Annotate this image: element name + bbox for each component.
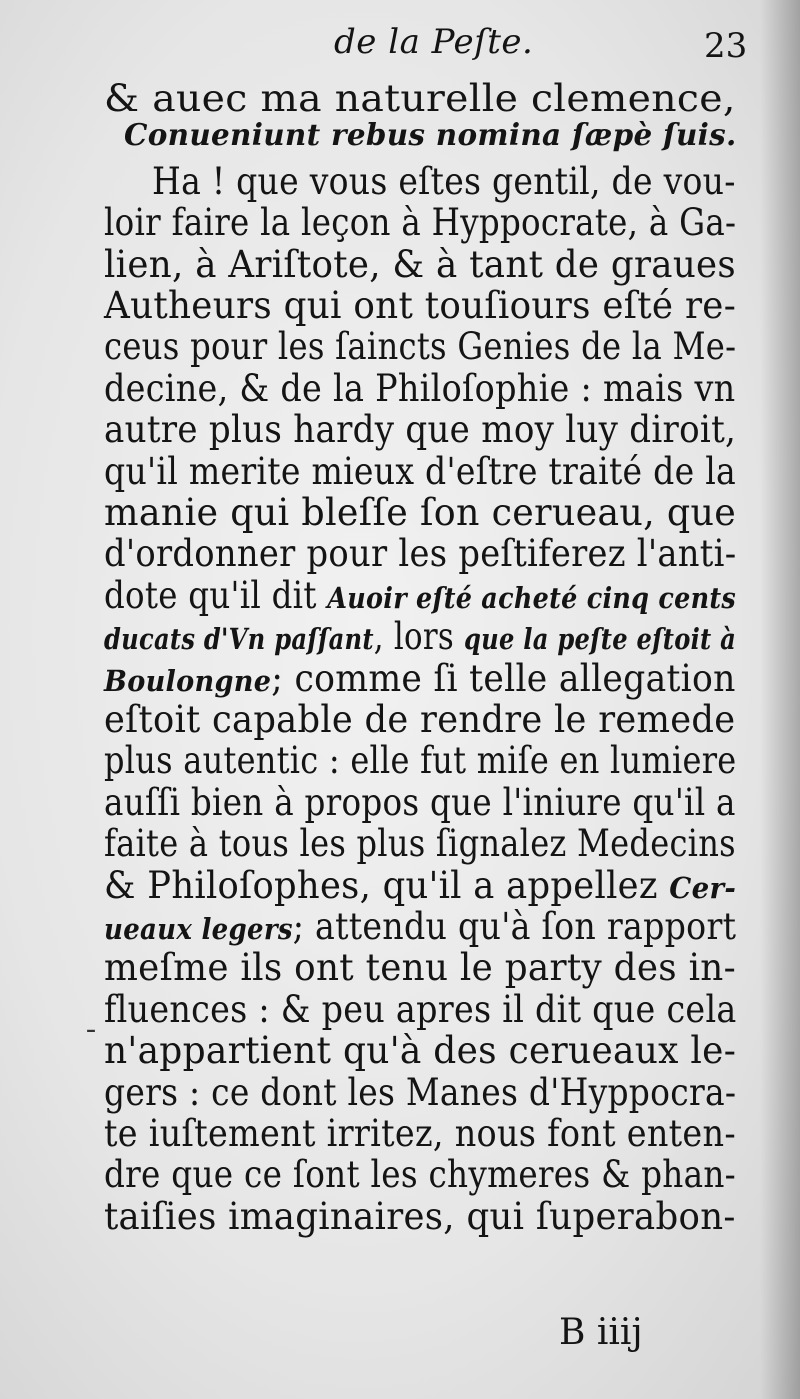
text-line	[104, 987, 737, 1031]
italic-span: ueaux legers	[104, 912, 293, 946]
text-line	[104, 822, 736, 866]
text-line	[104, 573, 736, 617]
roman-span: n'appartient qu'à des cerueaux le-	[104, 1029, 737, 1073]
roman-span: taiſies imaginaires, qui ſuperabon-	[104, 1194, 736, 1238]
roman-span: ceus pour les ſaincts Genies de la Me-	[104, 325, 737, 369]
roman-span: loir faire la leçon à Hyppocrate, à Ga-	[104, 201, 737, 245]
text-line	[104, 77, 736, 120]
text-line	[104, 201, 737, 245]
roman-span: Ha ! que vous eſtes gentil, de vou-	[152, 159, 736, 203]
roman-span: dre que ce ſont les chymeres & phan-	[104, 1153, 736, 1197]
text-line	[104, 449, 737, 493]
italic-span: ducats d'Vn paſſant	[104, 622, 374, 657]
italic-span: Auoir eſté acheté cinq cents	[327, 580, 736, 615]
roman-span: fluences : & peu apres il dit que cela	[104, 987, 737, 1031]
text-line: Conueniunt rebus nomina ſæpè ſuis.	[124, 118, 737, 154]
text-line	[104, 905, 737, 948]
text-line	[104, 1194, 736, 1238]
text-line	[152, 159, 736, 203]
roman-span: auſſi bien à propos que l'iniure qu'il a	[104, 780, 736, 824]
roman-span: eſtoit capable de rendre le remede	[104, 698, 736, 741]
text-line	[104, 284, 737, 327]
roman-span: ; attendu qu'à ſon rapport	[292, 905, 737, 948]
text-line	[104, 739, 737, 783]
running-title: de la Peſte.	[334, 22, 534, 62]
text-line	[104, 1070, 737, 1114]
page-number: 23	[704, 26, 748, 66]
text-line	[104, 366, 736, 410]
roman-span: manie qui bleſſe ſon cerueau, que	[104, 491, 737, 534]
roman-span: & Philoſophes, qu'il a appellez	[104, 863, 670, 907]
roman-span: gers : ce dont les Manes d'Hyppocra-	[104, 1070, 737, 1114]
roman-span: te iuſtement irritez, nous font enten-	[104, 1112, 736, 1155]
text-line	[104, 946, 736, 990]
roman-span: & auec ma naturelle clemence,	[104, 77, 736, 120]
text-line	[104, 408, 737, 452]
margin-mark: -	[86, 1012, 96, 1045]
text-line	[104, 780, 736, 824]
roman-span: ; comme ſi telle allegation	[271, 656, 736, 700]
roman-span: meſme ils ont tenu le party des in-	[104, 946, 736, 990]
text-line	[104, 1112, 736, 1155]
roman-span: d'ordonner pour les peſtiferez l'anti-	[104, 532, 737, 576]
text-line	[104, 656, 736, 700]
roman-span: plus autentic : elle fut miſe en lumiere	[104, 739, 737, 783]
italic-span: Boulongne	[104, 663, 272, 698]
signature-mark: B iiij	[559, 1312, 643, 1353]
roman-span: Autheurs qui ont touſiours eſté re-	[104, 284, 737, 327]
roman-span: qu'il merite mieux d'eſtre traité de la	[104, 449, 737, 493]
text-line	[104, 491, 737, 534]
roman-span: decine, & de la Philoſophie : mais vn	[104, 366, 736, 410]
roman-span: dote qu'il dit	[104, 573, 328, 617]
roman-span: faite à tous les plus ſignalez Medecins	[104, 822, 736, 866]
text-line	[104, 532, 737, 576]
text-line	[104, 242, 737, 286]
italic-span: que la peſte eſtoit à	[463, 622, 737, 657]
page-edge-shadow	[760, 0, 800, 1399]
text-line	[104, 1153, 736, 1197]
roman-span: autre plus hardy que moy luy diroit,	[104, 408, 737, 452]
text-line	[104, 863, 737, 907]
text-line	[104, 615, 737, 659]
roman-span: , lors	[373, 615, 464, 659]
text-line	[104, 1029, 737, 1073]
text-line	[104, 698, 736, 741]
italic-span: Cer-	[669, 870, 737, 905]
roman-span: lien, à Ariſtote, & à tant de graues	[104, 242, 737, 286]
text-line	[104, 325, 737, 369]
